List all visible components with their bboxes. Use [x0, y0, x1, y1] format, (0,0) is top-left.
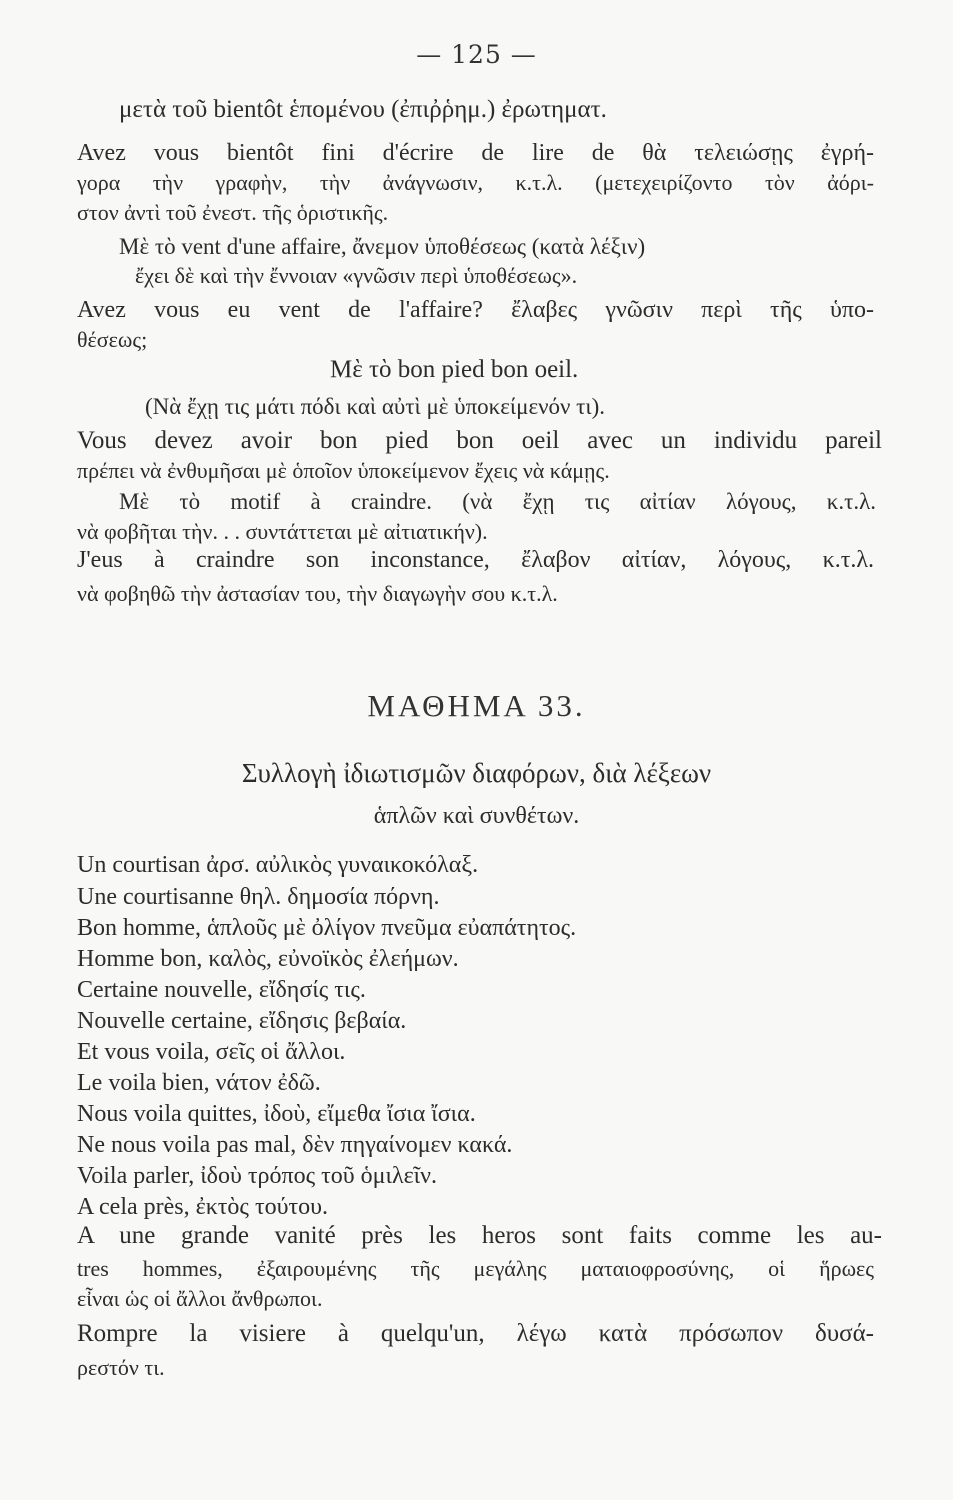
- idiom-line: Et vous voila, σεῖς οἱ ἄλλοι.: [77, 1039, 346, 1065]
- text-line: Vous devez avoir bon pied bon oeil avec un individu pareil: [77, 427, 882, 454]
- idiom-line: ρεστόν τι.: [77, 1355, 165, 1380]
- idiom-line: Homme bon, καλὸς, εὐνοϊκὸς ἐλεήμων.: [77, 946, 459, 972]
- idiom-line: A cela près, ἐκτὸς τούτου.: [77, 1194, 328, 1220]
- text-line: (Νὰ ἔχῃ τις μάτι πόδι καὶ αὐτὶ μὲ ὑποκείμενόν τι).: [145, 394, 605, 419]
- text-line: νὰ φοβηθῶ τὴν ἀστασίαν του, τὴν διαγωγὴν σου κ.τ.λ.: [77, 581, 558, 606]
- text-line: στον ἀντὶ τοῦ ἐνεστ. τῆς ὁριστικῆς.: [77, 200, 389, 225]
- idiom-line: Nouvelle certaine, εἴδησις βεβαία.: [77, 1008, 407, 1034]
- text-line: J'eus à craindre son inconstance, ἔλαβον αἰτίαν, λόγους, κ.τ.λ.: [77, 547, 874, 573]
- idiom-line: tres hommes, ἐξαιρουμένης τῆς μεγάλης ματαιοφροσύνης, οἱ ἥρωες: [77, 1256, 874, 1281]
- idiom-line: A une grande vanité près les heros sont faits comme les au-: [77, 1222, 882, 1249]
- text-line: πρέπει νὰ ἐνθυμῆσαι μὲ ὁποῖον ὑποκείμενον ἔχεις νὰ κάμῃς.: [77, 458, 610, 483]
- idiom-line: Certaine nouvelle, εἴδησίς τις.: [77, 977, 366, 1003]
- text-line: θέσεως;: [77, 327, 148, 352]
- idiom-line: Ne nous voila pas mal, δὲν πηγαίνομεν κακά.: [77, 1132, 513, 1158]
- text-line: Avez vous bientôt fini d'écrire de lire de θὰ τελειώσῃς ἐγρή-: [77, 140, 874, 166]
- idiom-line: Le voila bien, νάτον ἐδῶ.: [77, 1070, 321, 1096]
- idiom-line: Nous voila quittes, ἰδοὺ, εἴμεθα ἴσια ἴσια.: [77, 1101, 476, 1127]
- idiom-line: Une courtisanne θηλ. δημοσία πόρνη.: [77, 884, 440, 910]
- idiom-line: εἶναι ὡς οἱ ἄλλοι ἄνθρωποι.: [77, 1286, 323, 1311]
- text-line: Μὲ τὸ motif à craindre. (νὰ ἔχῃ τις αἰτίαν λόγους, κ.τ.λ.: [119, 489, 876, 514]
- idiom-line: Un courtisan ἀρσ. αὐλικὸς γυναικοκόλαξ.: [77, 852, 479, 878]
- lesson-subtitle: Συλλογὴ ἰδιωτισμῶν διαφόρων, διὰ λέξεων: [241, 758, 712, 788]
- idiom-line: Rompre la visiere à quelqu'un, λέγω κατὰ πρόσωπον δυσά-: [77, 1320, 874, 1347]
- text-line: Μὲ τὸ bon pied bon oeil.: [330, 356, 579, 383]
- text-line: Avez vous eu vent de l'affaire? ἔλαβες γνῶσιν περὶ τῆς ὑπο-: [77, 297, 874, 323]
- page-number: — 125 —: [416, 40, 537, 69]
- text-line: Μὲ τὸ vent d'une affaire, ἄνεμον ὑποθέσεως (κατὰ λέξιν): [119, 234, 646, 259]
- idiom-line: Voila parler, ἰδοὺ τρόπος τοῦ ὁμιλεῖν.: [77, 1163, 437, 1189]
- lesson-subtitle: ἁπλῶν καὶ συνθέτων.: [373, 803, 580, 829]
- text-line: μετὰ τοῦ bientôt ἑπομένου (ἐπιῤῥημ.) ἐρωτηματ.: [119, 96, 607, 123]
- text-line: γορα τὴν γραφὴν, τὴν ἀνάγνωσιν, κ.τ.λ. (μετεχειρίζοντο τὸν ἀόρι-: [77, 170, 874, 195]
- lesson-title: ΜΑΘΗΜΑ 33.: [367, 688, 586, 723]
- text-line: νὰ φοβῆται τὴν. . . συντάττεται μὲ αἰτιατικήν).: [77, 519, 488, 544]
- idiom-line: Bon homme, ἁπλοῦς μὲ ὀλίγον πνεῦμα εὐαπάτητος.: [77, 915, 577, 941]
- text-line: ἔχει δὲ καὶ τὴν ἔννοιαν «γνῶσιν περὶ ὑποθέσεως».: [135, 263, 578, 288]
